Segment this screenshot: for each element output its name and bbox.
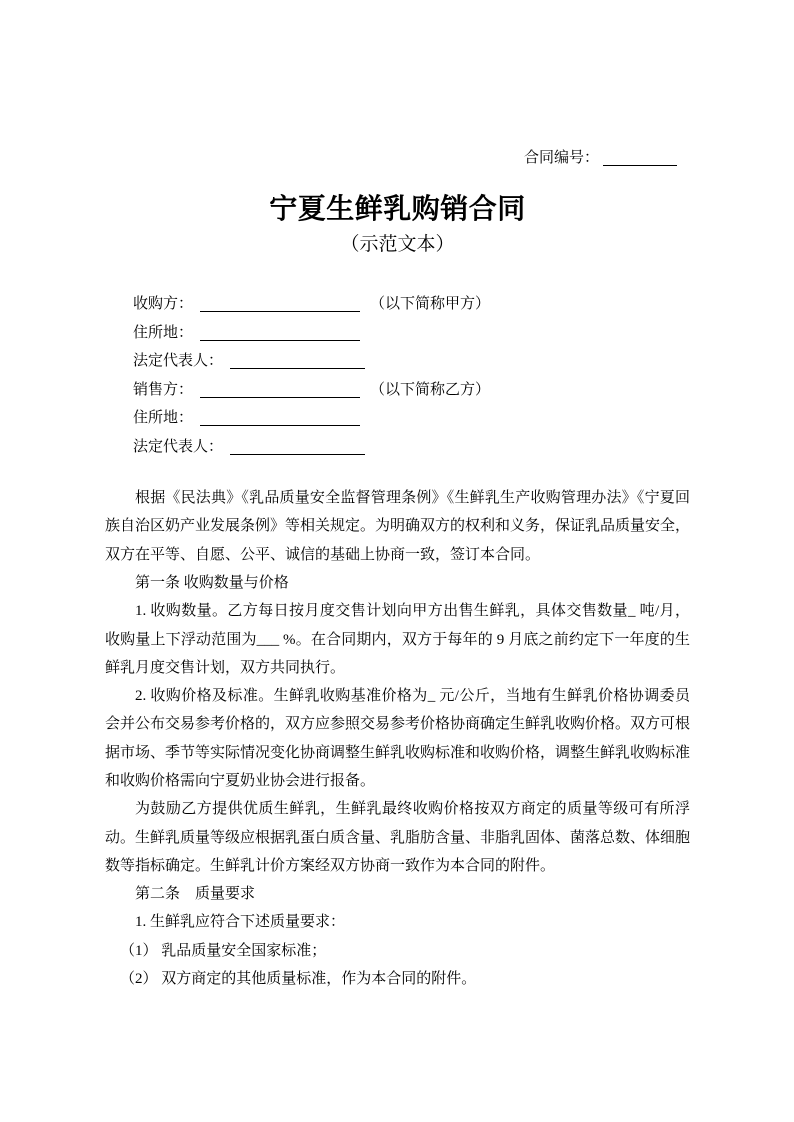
buyer-address-blank: [200, 326, 360, 341]
seller-address-label: 住所地：: [133, 410, 194, 427]
seller-address-blank: [200, 411, 360, 426]
contract-number-blank: [603, 151, 677, 166]
article-1-clause-quality-grade: 为鼓励乙方提供优质生鲜乳，生鲜乳最终收购价格按双方商定的质量等级可有所浮动。生鲜乳质量等级应根据乳蛋白质含量、乳脂肪含量、非脂乳固体、菌落总数、体细胞数等指标确定。生鲜乳计价方案经双方协商一致作为本合同的附件。: [105, 801, 691, 874]
buyer-representative-label: 法定代表人：: [133, 353, 224, 370]
party-row-seller-representative: [133, 433, 690, 462]
article-1-clause-quantity: 1. 收购数量。乙方每日按月度交售计划向甲方出售生鲜乳，具体交售数量_ 吨/月， 收购量上下浮动范围为___ %。在合同期内，双方于每年的 9 月底之前约定下一年度的生鲜乳月度交售计划，双方共同执行。: [105, 603, 690, 676]
document-content: [105, 0, 690, 993]
seller-alias-suffix: （以下简称乙方）: [370, 381, 491, 398]
party-row-buyer-address: [133, 319, 690, 348]
contract-body: [105, 484, 690, 993]
buyer-representative-blank: [230, 354, 365, 369]
buyer-label: 收购方：: [133, 296, 194, 313]
party-row-buyer: [133, 290, 690, 319]
article-1-heading: 第一条 收购数量与价格: [135, 574, 289, 591]
buyer-address-label: 住所地：: [133, 324, 194, 341]
buyer-name-blank: [200, 297, 360, 312]
article-2-clause-requirements: 1. 生鲜乳应符合下述质量要求：: [135, 914, 346, 931]
parties-block: [105, 290, 690, 461]
article-2-item-other-standards: （2） 双方商定的其他质量标准，作为本合同的附件。: [120, 971, 477, 988]
party-row-seller-address: [133, 404, 690, 433]
preamble-paragraph: 根据《民法典》《乳品质量安全监督管理条例》《生鲜乳生产收购管理办法》《宁夏回族自治区奶产业发展条例》等相关规定。为明确双方的权利和义务，保证乳品质量安全，双方在平等、自愿、公平、诚信的基础上协商一致，签订本合同。: [105, 490, 691, 563]
seller-label: 销售方：: [133, 381, 194, 398]
article-2-item-national-standard: （1） 乳品质量安全国家标准；: [120, 942, 327, 959]
buyer-alias-suffix: （以下简称甲方）: [370, 296, 491, 313]
article-1-clause-price: 2. 收购价格及标准。生鲜乳收购基准价格为_ 元/公斤，当地有生鲜乳价格协调委员会并公布交易参考价格的，双方应参照交易参考价格协商确定生鲜乳收购价格。双方可根据市场、季节等实际情况变化协商调整生鲜乳收购标准和收购价格，调整生鲜乳收购标准和收购价格需向宁夏奶业协会进行报备。: [105, 688, 691, 789]
party-row-buyer-representative: [133, 347, 690, 376]
document-subtitle: （示范文本）: [340, 234, 455, 256]
document-title: 宁夏生鲜乳购销合同: [269, 194, 526, 225]
seller-name-blank: [200, 383, 360, 398]
party-row-seller: [133, 376, 690, 405]
seller-representative-blank: [230, 440, 365, 455]
seller-representative-label: 法定代表人：: [133, 438, 224, 455]
article-2-heading: 第二条 质量要求: [135, 886, 256, 903]
contract-number-row: [105, 0, 690, 168]
contract-number-label: 合同编号：: [523, 150, 599, 166]
